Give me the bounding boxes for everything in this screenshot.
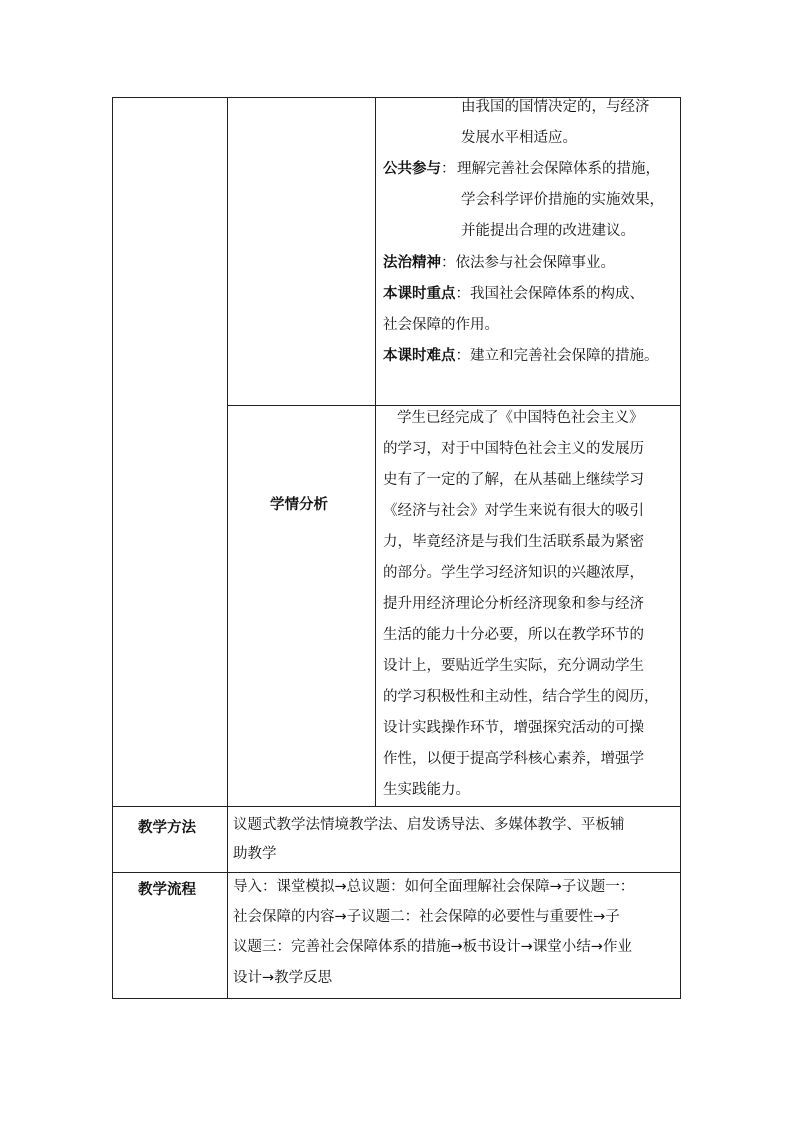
border-col3	[375, 97, 376, 806]
analysis-line: 设计实践操作环节，增强探究活动的可操	[383, 720, 644, 736]
objective-line: 社会保障的作用。	[383, 317, 499, 333]
analysis-line: 生实践能力。	[383, 782, 470, 798]
process-label: 教学流程	[138, 882, 196, 898]
methods-line: 议题式教学法情境教学法、启发诱导法、多媒体教学、平板辅	[233, 817, 625, 833]
process-line: 社会保障的内容→子议题二：社会保障的必要性与重要性→子	[233, 909, 620, 925]
key-point	[383, 284, 644, 304]
analysis-line: 《经济与社会》对学生来说有很大的吸引	[383, 503, 644, 519]
public-label: 公共参与	[383, 161, 441, 177]
methods-line: 助教学	[233, 846, 277, 862]
analysis-line: 作性，以便于提高学科核心素养，增强学	[383, 751, 644, 767]
law-text: ：依法参与社会保障事业。	[441, 255, 615, 271]
analysis-line: 提升用经济理论分析经济现象和参与经济	[383, 596, 644, 612]
difficulty-text: ：建立和完善社会保障的措施。	[455, 348, 659, 364]
analysis-label: 学情分析	[270, 497, 328, 513]
analysis-line: 的学习积极性和主动性，结合学生的阅历，	[383, 689, 659, 705]
objective-line: 发展水平相适应。	[461, 130, 577, 146]
analysis-line: 生活的能力十分必要，所以在教学环节的	[383, 627, 644, 643]
difficult-point	[383, 346, 659, 366]
border-left	[112, 97, 113, 999]
divider-objectives-analysis	[227, 405, 681, 406]
divider-analysis-methods	[112, 806, 681, 807]
objective-line: 学会科学评价措施的实施效果，	[461, 192, 664, 208]
border-bottom	[112, 998, 681, 999]
objective-line: 并能提出合理的改进建议。	[461, 223, 635, 239]
focus-text: ：我国社会保障体系的构成、	[455, 286, 644, 302]
border-col2	[227, 97, 228, 999]
border-right	[680, 97, 681, 999]
analysis-line: 的学习，对于中国特色社会主义的发展历	[383, 441, 644, 457]
analysis-line: 力，毕竟经济是与我们生活联系最为紧密	[383, 534, 644, 550]
analysis-line: 学生已经完成了《中国特色社会主义》	[397, 410, 644, 426]
analysis-line: 的部分。学生学习经济知识的兴趣浓厚，	[383, 565, 644, 581]
law-label: 法治精神	[383, 255, 441, 271]
public-colon: ：	[441, 161, 456, 177]
rule-of-law	[383, 253, 615, 273]
divider-methods-process	[112, 872, 681, 873]
process-line: 设计→教学反思	[233, 970, 333, 986]
focus-label: 本课时重点	[383, 286, 456, 302]
analysis-line: 设计上，要贴近学生实际，充分调动学生	[383, 658, 644, 674]
objective-line: 理解完善社会保障体系的措施，	[457, 161, 660, 177]
process-line: 导入：课堂模拟→总议题：如何全面理解社会保障→子议题一：	[233, 879, 635, 895]
process-line: 议题三：完善社会保障体系的措施→板书设计→课堂小结→作业	[233, 939, 632, 955]
methods-label: 教学方法	[138, 820, 196, 836]
objective-line: 由我国的国情决定的，与经济	[461, 99, 650, 115]
difficulty-label: 本课时难点	[383, 348, 456, 364]
analysis-line: 史有了一定的了解，在从基础上继续学习	[383, 472, 644, 488]
public-participation	[383, 159, 456, 179]
